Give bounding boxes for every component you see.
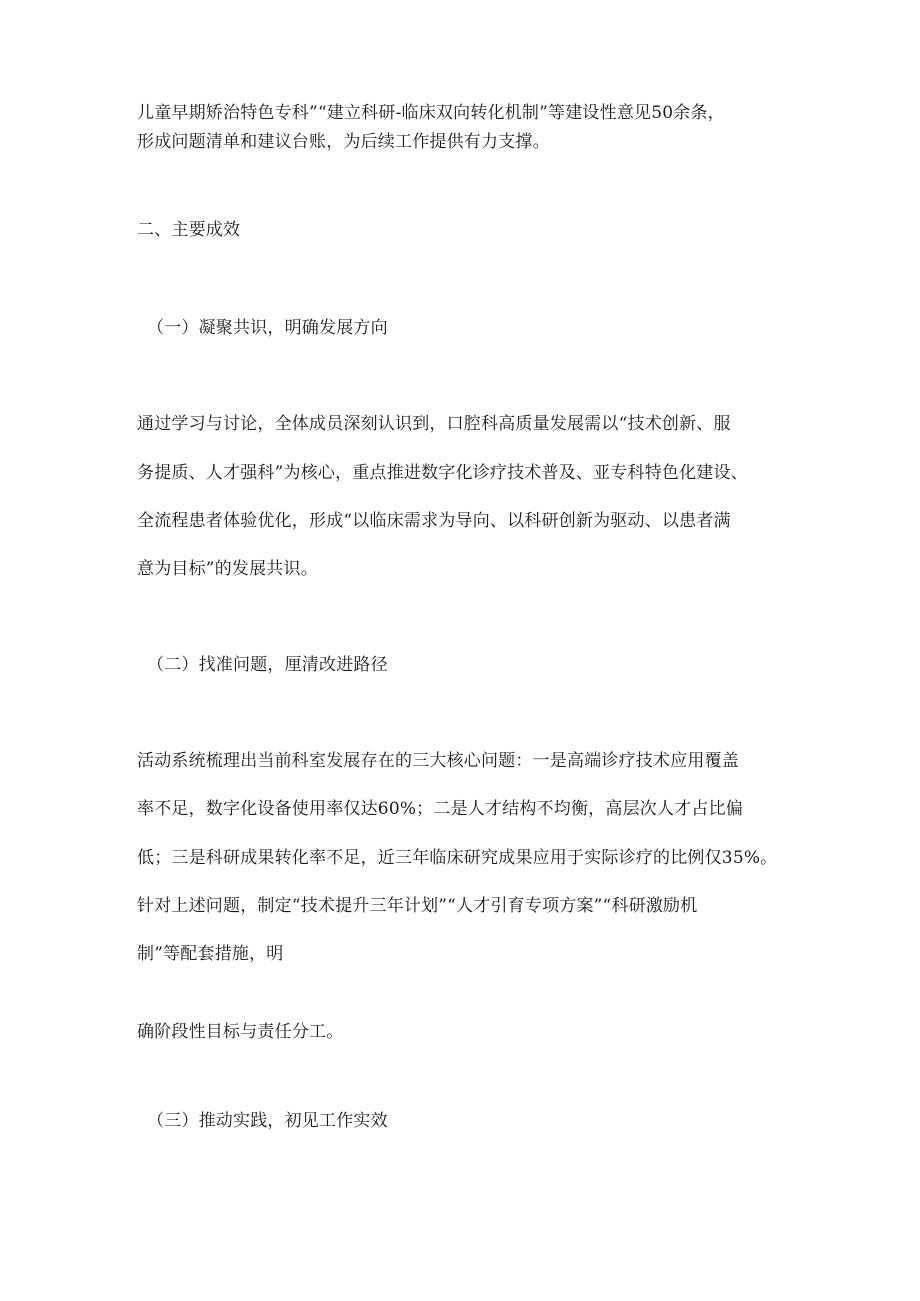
subsection-1-line-4: 意为目标”的发展共识。 [137,559,318,579]
subsection-2-heading: （二）找准问题，厘清改进路径 [147,655,388,675]
intro-line-1: 儿童早期矫治特色专科”“建立科研-临床双向转化机制”等建设性意见50余条， [137,103,725,123]
subsection-2-line-1: 活动系统梳理出当前科室发展存在的三大核心问题：一是高端诊疗技术应用覆盖 [137,751,739,771]
subsection-1-line-3: 全流程患者体验优化，形成“以临床需求为导向、以科研创新为驱动、以患者满 [137,511,731,531]
subsection-1-heading: （一）凝聚共识，明确发展方向 [147,318,388,338]
section-heading: 二、主要成效 [137,220,241,240]
subsection-2-line-4: 针对上述问题，制定“技术提升三年计划”“人才引育专项方案”“科研激励机 [137,896,698,916]
subsection-2-line-2: 率不足，数字化设备使用率仅达60%；二是人才结构不均衡，高层次人才占比偏 [137,799,743,819]
subsection-2-line-3: 低；三是科研成果转化率不足，近三年临床研究成果应用于实际诊疗的比例仅35%。 [137,848,778,868]
subsection-2-line-5: 制”等配套措施，明 [137,944,284,964]
subsection-3-heading: （三）推动实践，初见工作实效 [147,1111,388,1131]
subsection-1-line-2: 务提质、人才强科”为核心，重点推进数字化诊疗技术普及、亚专科特色化建设、 [137,463,748,483]
subsection-1-line-1: 通过学习与讨论，全体成员深刻认识到，口腔科高质量发展需以“技术创新、服 [137,414,731,434]
intro-line-2: 形成问题清单和建议台账，为后续工作提供有力支撑。 [137,132,550,152]
subsection-2-tail-line: 确阶段性目标与责任分工。 [137,1022,344,1042]
